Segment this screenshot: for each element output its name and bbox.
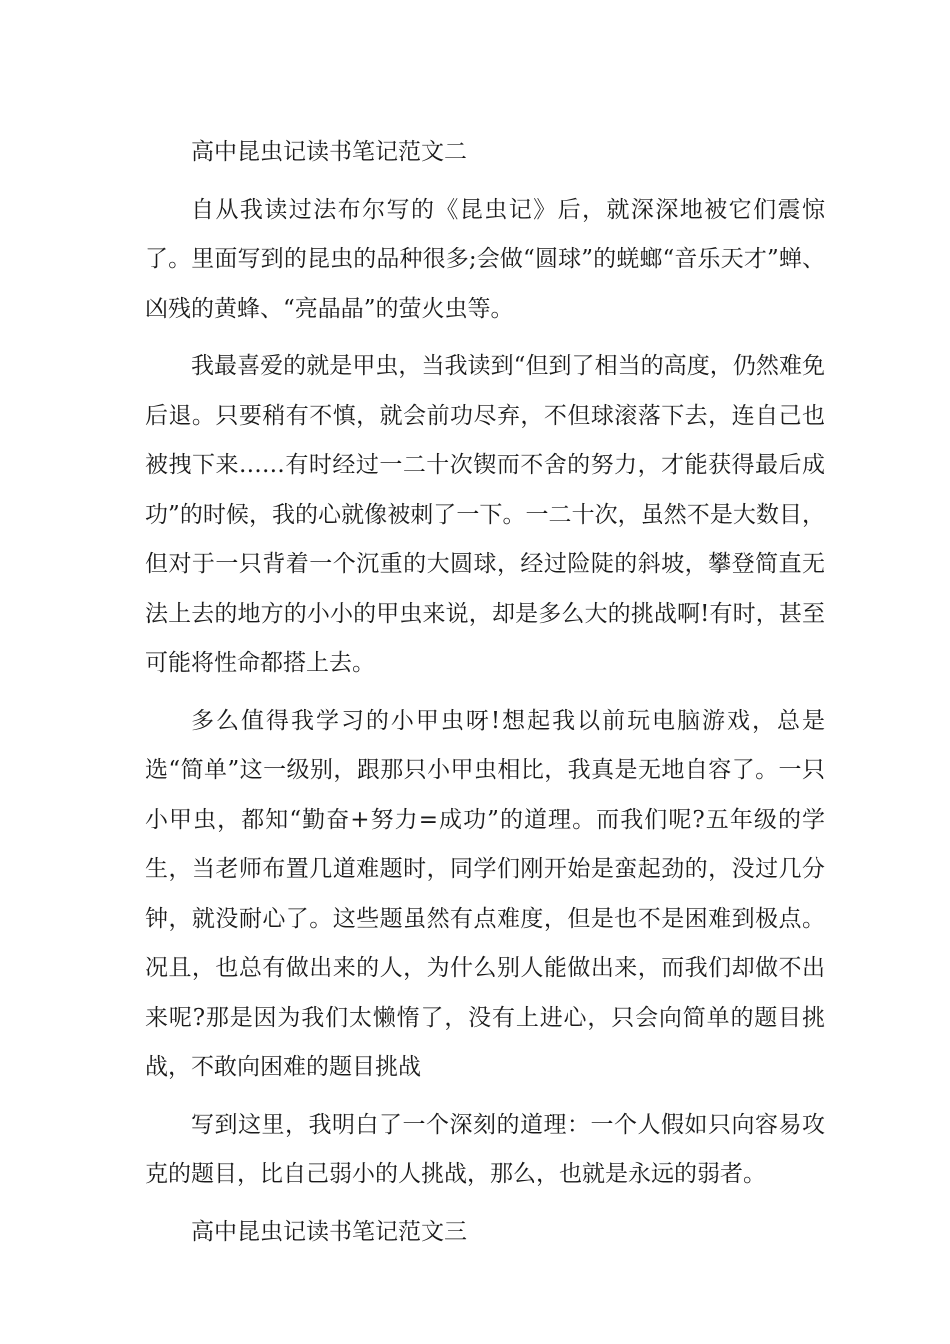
- paragraph-3: 多么值得我学习的小甲虫呀!想起我以前玩电脑游戏，总是选“简单”这一级别，跟那只小甲虫相比，我真是无地自容了。一只小甲虫，都知“勤奋+努力=成功”的道理。而我们呢?五年级的学生，当老师布置几道难题时，同学们刚开始是蛮起劲的，没过几分钟，就没耐心了。这些题虽然有点难度，但是也不是困难到极点。况且，也总有做出来的人，为什么别人能做出来，而我们却做不出来呢?那是因为我们太懒惰了，没有上进心，只会向简单的题目挑战，不敢向困难的题目挑战: [145, 707, 825, 1080]
- document-body: [145, 128, 825, 1257]
- section-heading-three: 高中昆虫记读书笔记范文三: [191, 1218, 467, 1245]
- paragraph-2: 我最喜爱的就是甲虫，当我读到“但到了相当的高度，仍然难免后退。只要稍有不慎，就会前功尽弃，不但球滚落下去，连自己也被拽下来……有时经过一二十次锲而不舍的努力，才能获得最后成功”的时候，我的心就像被刺了一下。一二十次，虽然不是大数目，但对于一只背着一个沉重的大圆球，经过险陡的斜坡，攀登简直无法上去的地方的小小的甲虫来说，却是多么大的挑战啊!有时，甚至可能将性命都搭上去。: [145, 353, 825, 676]
- paragraph-1: 自从我读过法布尔写的《昆虫记》后，就深深地被它们震惊了。里面写到的昆虫的品种很多;会做“圆球”的蜣螂“音乐天才”蝉、凶残的黄蜂、“亮晶晶”的萤火虫等。: [145, 196, 825, 322]
- section-heading-two: 高中昆虫记读书笔记范文二: [191, 139, 467, 165]
- paragraph-4: 写到这里，我明白了一个深刻的道理：一个人假如只向容易攻克的题目，比自己弱小的人挑战，那么，也就是永远的弱者。: [145, 1111, 825, 1187]
